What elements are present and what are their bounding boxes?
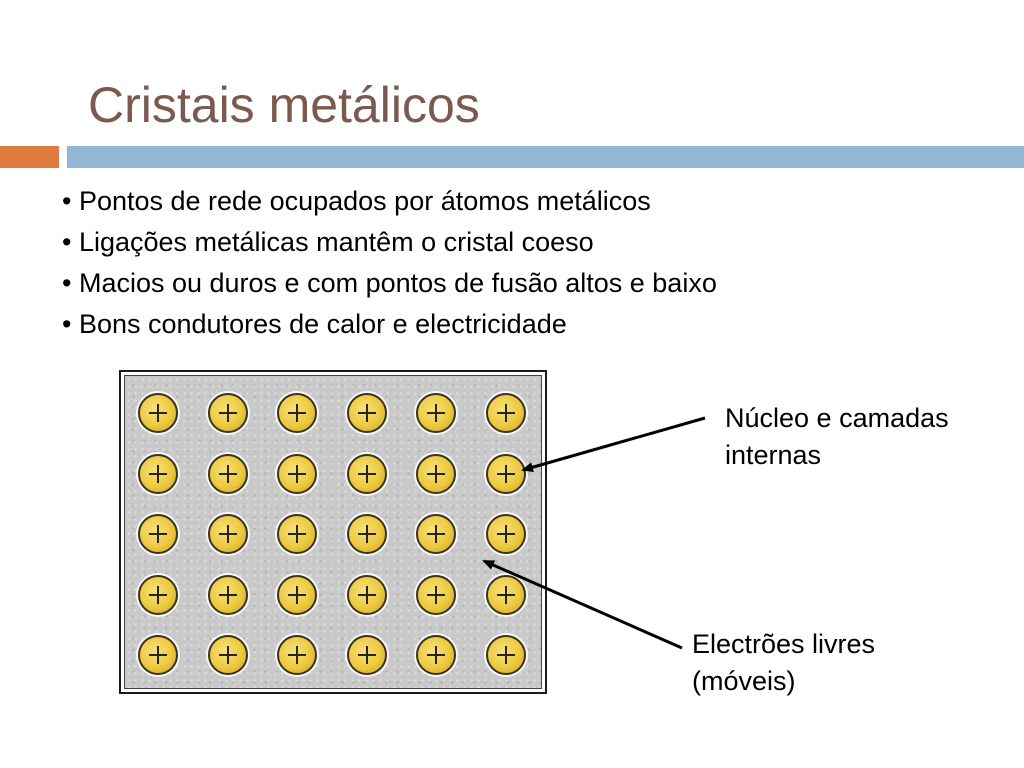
label-line: (móveis) [692, 666, 796, 696]
label-free-electrons [692, 626, 875, 700]
arrow-to-nucleus [523, 418, 705, 470]
bullet-item: • Macios ou duros e com pontos de fusão altos e baixo [62, 268, 717, 298]
label-line: internas [725, 440, 822, 470]
bullet-item: • Pontos de rede ocupados por átomos metálicos [62, 186, 651, 216]
slide-title: Cristais metálicos [88, 77, 480, 133]
label-line: Electrões livres [692, 629, 876, 659]
label-nucleus-inner-shells [725, 400, 949, 474]
bullet-item: • Ligações metálicas mantêm o cristal coeso [62, 227, 594, 257]
arrow-to-free-electrons [484, 561, 682, 648]
label-line: Núcleo e camadas [725, 403, 949, 433]
bullet-item: • Bons condutores de calor e electricidade [62, 309, 567, 339]
